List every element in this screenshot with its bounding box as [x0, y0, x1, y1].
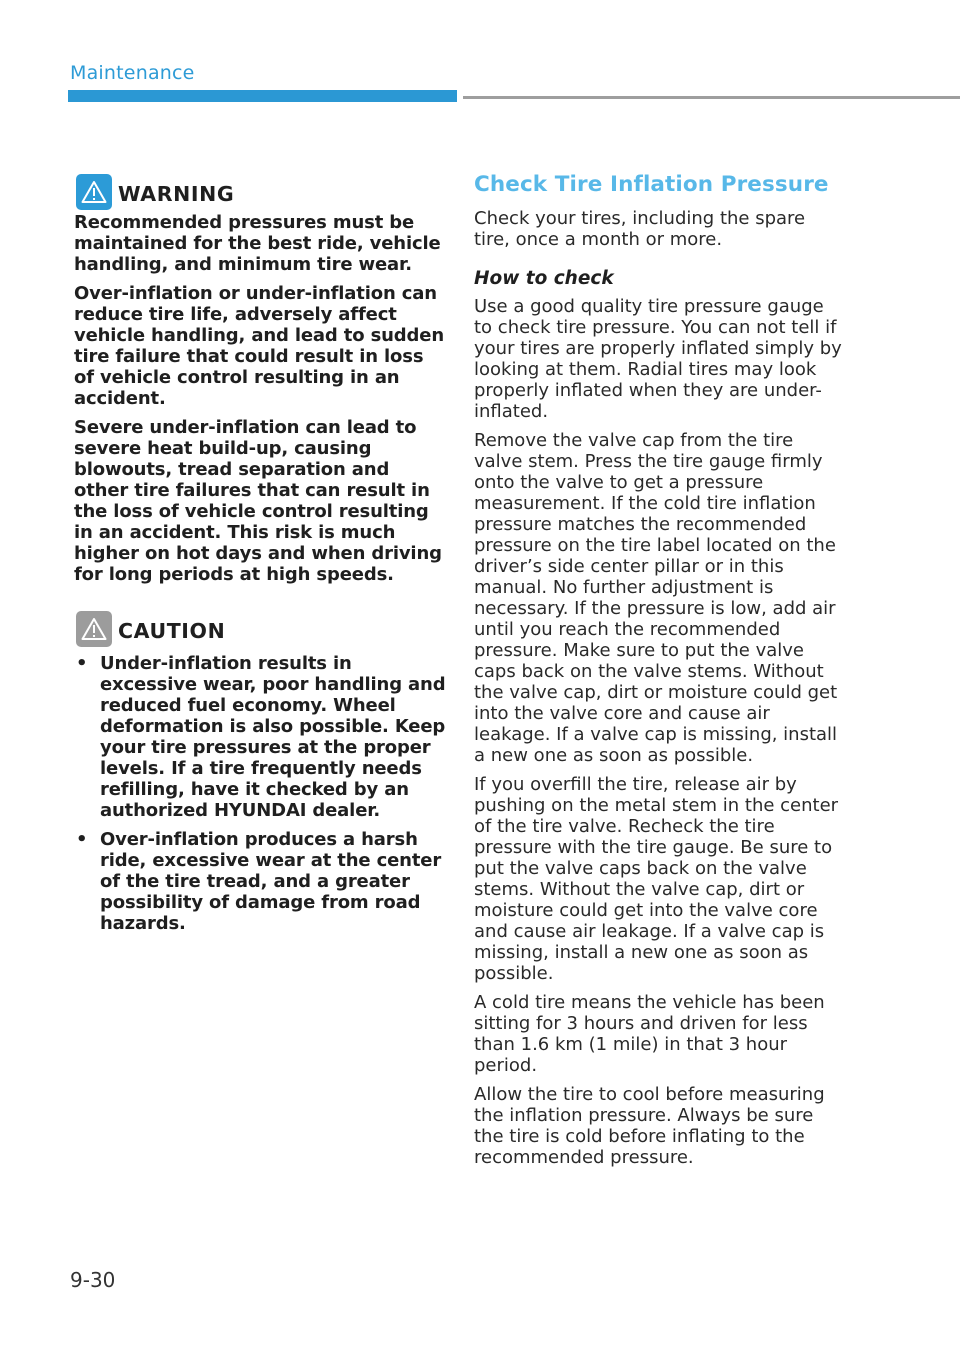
warning-title: WARNING	[118, 182, 235, 206]
intro-paragraph: Check your tires, including the spare tire, once a month or more.	[474, 208, 806, 250]
caution-header	[76, 609, 446, 649]
page-number: 9-30	[70, 1268, 116, 1292]
section-heading: Check Tire Inflation Pressure	[474, 172, 829, 197]
caution-item-text: Under-inflation results in excessive wear, poor handling and reduced fuel economy. Wheel deformation is also possible. Keep your tire pressures at the proper levels. If a tire frequently needs refilling, have it checked by an authorized HYUNDAI dealer.	[100, 653, 446, 821]
warning-header	[76, 172, 446, 212]
caution-callout	[74, 609, 446, 934]
warning-callout	[74, 172, 446, 585]
warning-triangle-icon	[76, 174, 112, 210]
body-paragraph: Use a good quality tire pressure gauge to check tire pressure. You can not tell if your tires are properly inflated simply by looking at them. Radial tires may look properly inflated when they are under-inflated.	[474, 296, 842, 422]
left-column	[74, 172, 446, 942]
header-rule-accent	[68, 90, 457, 102]
section-title: Maintenance	[70, 62, 195, 84]
body-paragraph: Remove the valve cap from the tire valve stem. Press the tire gauge firmly onto the valve to get a pressure measurement. If the cold tire inflation pressure matches the recommended pressure on the tire label located on the driver’s side center pillar or in this manual. No further adjustment is necessary. If the pressure is low, add air until you reach the recommended pressure. Make sure to put the valve caps back on the valve stems. Without the valve cap, dirt or moisture could get into the valve core and cause air leakage. If a valve cap is missing, install a new one as soon as possible.	[474, 430, 838, 766]
caution-item-text: Over-inflation produces a harsh ride, excessive wear at the center of the tire tread, and a greater possibility of damage from road hazards.	[100, 829, 442, 934]
bullet-icon: •	[76, 829, 88, 850]
body-paragraph: A cold tire means the vehicle has been sitting for 3 hours and driven for less than 1.6 km (1 mile) in that 3 hour period.	[474, 992, 825, 1076]
body-paragraph: If you overfill the tire, release air by pushing on the metal stem in the center of the tire valve. Recheck the tire pressure with the tire gauge. Be sure to put the valve caps back on the valve stems. Without the valve cap, dirt or moisture could get into the valve core and cause air leakage. If a valve cap is missing, install a new one as soon as possible.	[474, 774, 839, 984]
caution-triangle-icon	[76, 611, 112, 647]
warning-paragraph: Over-inflation or under-inflation can reduce tire life, adversely affect vehicle handling, and lead to sudden tire failure that could result in loss of vehicle control resulting in an accident.	[74, 283, 444, 409]
subheading: How to check	[474, 268, 614, 289]
body-paragraph: Allow the tire to cool before measuring the inflation pressure. Always be sure the tire is cold before inflating to the recommended pressure.	[474, 1084, 825, 1168]
caution-item	[74, 829, 446, 934]
right-column	[474, 170, 844, 1176]
warning-paragraph: Severe under-inflation can lead to severe heat build-up, causing blowouts, tread separation and other tire failures that can result in the loss of vehicle control resulting in an accident. This risk is much higher on hot days and when driving for long periods at high speeds.	[74, 417, 442, 585]
warning-paragraph: Recommended pressures must be maintained for the best ride, vehicle handling, and minimum tire wear.	[74, 212, 441, 275]
caution-title: CAUTION	[118, 619, 226, 643]
caution-item	[74, 653, 446, 821]
header-rule-gray	[463, 96, 960, 99]
bullet-icon: •	[76, 653, 88, 674]
caution-list	[74, 653, 446, 934]
